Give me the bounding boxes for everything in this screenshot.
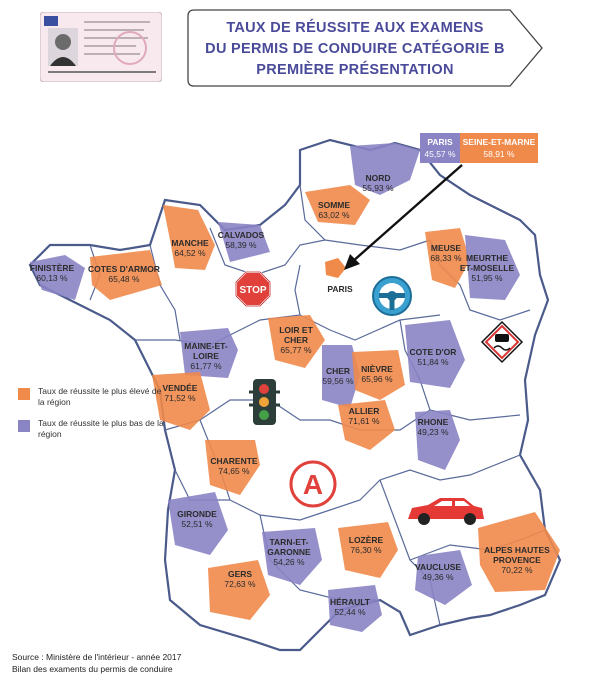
stop-sign-icon <box>236 272 270 306</box>
department-value-charente: 74,65 % <box>218 466 250 476</box>
title-line-2: DU PERMIS DE CONDUIRE CATÉGORIE B <box>205 41 505 57</box>
department-value-calvados: 58,39 % <box>225 240 257 250</box>
department-name-gironde: GIRONDE <box>177 509 217 519</box>
department-value-vaucluse: 49,36 % <box>422 572 454 582</box>
title-line-3: PREMIÈRE PRÉSENTATION <box>256 62 454 78</box>
department-value-meuse: 68,33 % <box>430 253 462 263</box>
department-name-lozere: LOZÈRE <box>348 535 384 545</box>
legend-swatch-orange <box>18 388 30 400</box>
department-name-vaucluse: VAUCLUSE <box>414 562 462 572</box>
department-name-meurthe-2: ET-MOSELLE <box>459 263 515 273</box>
department-name-allier: ALLIER <box>348 406 380 416</box>
source-note <box>12 651 181 675</box>
department-name-manche: MANCHE <box>171 238 209 248</box>
department-name-rhone: RHONE <box>417 417 449 427</box>
legend-lowest-text: Taux de réussite le plus bas de la région <box>38 418 164 439</box>
department-name-alpes-2: PROVENCE <box>493 555 541 565</box>
department-value-cotedor: 51,84 % <box>417 357 449 367</box>
steering-wheel-icon <box>373 277 411 315</box>
new-driver-a-badge-icon <box>291 462 335 506</box>
department-name-paris: PARIS <box>327 284 353 294</box>
stop-sign-text: STOP <box>239 285 267 296</box>
department-name-nievre: NIÈVRE <box>361 364 393 374</box>
callout-seine-name: SEINE-ET-MARNE <box>462 137 536 147</box>
department-value-gironde: 52,51 % <box>181 519 213 529</box>
department-value-loir: 65,77 % <box>280 345 312 355</box>
department-name-vendee: VENDÉE <box>162 383 198 393</box>
department-name-cotedor: COTE D'OR <box>409 347 457 357</box>
department-value-tarn: 54,26 % <box>273 557 305 567</box>
department-name-meurthe-1: MEURTHE <box>465 253 509 263</box>
department-value-lozere: 76,30 % <box>350 545 382 555</box>
department-name-maine-1: MAINE-ET- <box>184 341 228 351</box>
department-value-alpes: 70,22 % <box>501 565 533 575</box>
department-value-somme: 63,02 % <box>318 210 350 220</box>
department-name-gers: GERS <box>227 569 253 579</box>
department-value-maine: 61,77 % <box>190 361 222 371</box>
department-name-cotes: COTES D'ARMOR <box>88 264 160 274</box>
department-name-tarn-2: GARONNE <box>267 547 311 557</box>
department-value-vendee: 71,52 % <box>164 393 196 403</box>
department-name-somme: SOMME <box>317 200 351 210</box>
paris-seine-callout <box>420 133 538 163</box>
department-name-loir-1: LOIR ET <box>279 325 313 335</box>
department-name-herault: HÉRAULT <box>330 597 370 607</box>
department-name-calvados: CALVADOS <box>217 230 265 240</box>
department-value-finistere: 60,13 % <box>36 273 68 283</box>
department-name-meuse: MEUSE <box>430 243 462 253</box>
department-name-maine-2: LOIRE <box>193 351 219 361</box>
department-name-alpes-1: ALPES HAUTES <box>484 545 550 555</box>
callout-seine-value: 58,91 % <box>483 149 515 159</box>
department-value-meurthe: 51,95 % <box>471 273 503 283</box>
department-value-allier: 71,61 % <box>348 416 380 426</box>
legend-swatch-purple <box>18 420 30 432</box>
department-name-cher: CHER <box>325 366 351 376</box>
department-value-cotes: 65,48 % <box>108 274 140 284</box>
a-badge-letter: A <box>302 469 324 500</box>
department-name-charente: CHARENTE <box>210 456 258 466</box>
source-line-2: Bilan des examents du permis de conduire <box>12 664 173 674</box>
department-value-rhone: 49,23 % <box>417 427 449 437</box>
callout-paris-value: 45,57 % <box>424 149 456 159</box>
department-value-nord: 55,93 % <box>362 183 394 193</box>
department-name-nord: NORD <box>365 173 391 183</box>
department-value-herault: 52,44 % <box>334 607 366 617</box>
department-value-gers: 72,63 % <box>224 579 256 589</box>
legend-highest-text: Taux de réussite le plus élevé de la région <box>38 386 162 407</box>
department-value-manche: 64,52 % <box>174 248 206 258</box>
department-value-cher: 59,56 % <box>322 376 354 386</box>
department-value-nievre: 65,96 % <box>361 374 393 384</box>
source-line-1: Source : Ministère de l'intérieur - année 2017 <box>12 652 182 662</box>
department-name-finistere: FINISTÈRE <box>29 263 75 273</box>
traffic-light-icon <box>249 379 280 425</box>
callout-paris-name: PARIS <box>427 137 453 147</box>
department-name-tarn-1: TARN-ET- <box>269 537 309 547</box>
title-line-1: TAUX DE RÉUSSITE AUX EXAMENS <box>226 20 484 36</box>
department-name-loir-2: CHER <box>283 335 309 345</box>
